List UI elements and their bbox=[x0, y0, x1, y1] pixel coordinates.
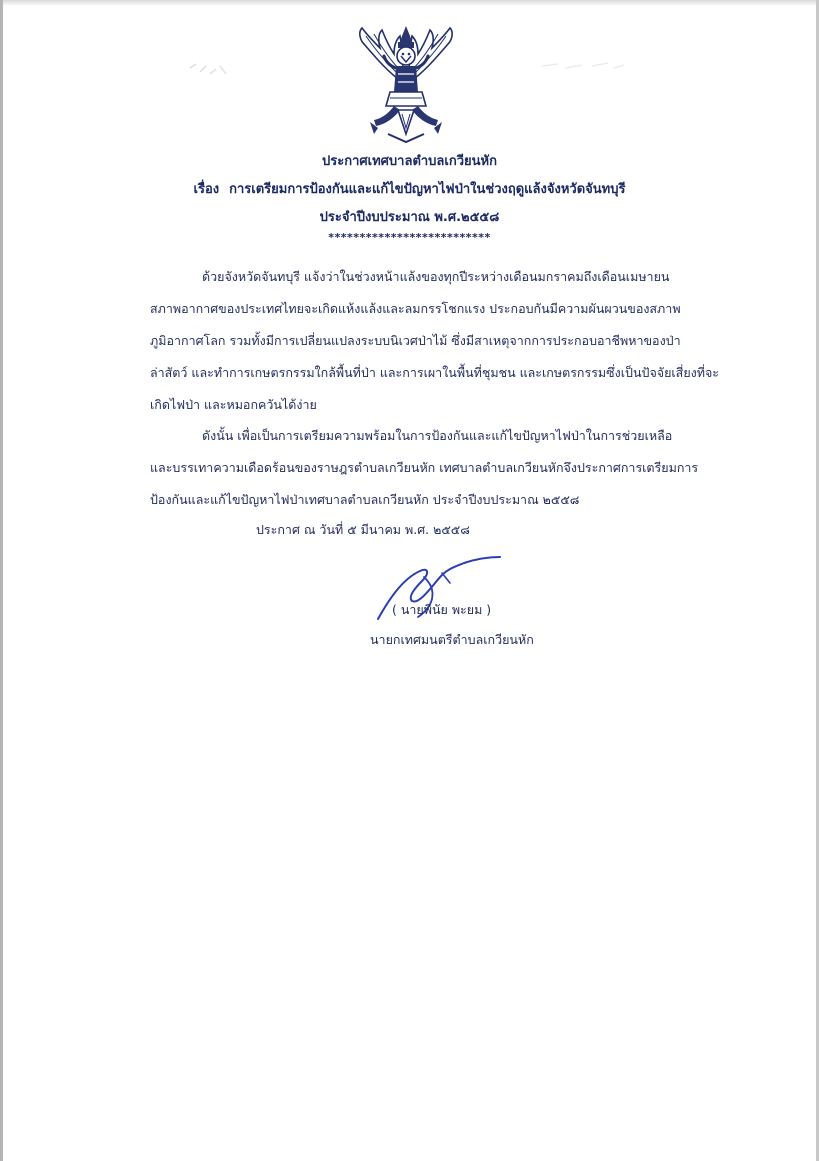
paragraph-1-line-2: สภาพอากาศของประเทศไทยจะเกิดแห้งแล้งและลมกรรโชกแรง ประกอบกันมีความผันผวนของสภาพ bbox=[150, 301, 681, 316]
paragraph-1-line-1: ด้วยจังหวัดจันทบุรี แจ้งว่าในช่วงหน้าแล้งของทุกปีระหว่างเดือนมกราคมถึงเดือนเมษายน bbox=[202, 269, 670, 284]
paragraph-1-line-5: เกิดไฟป่า และหมอกควันได้ง่าย bbox=[150, 397, 317, 412]
signer-title: นายกเทศมนตรีตำบลเกวียนหัก bbox=[370, 632, 534, 647]
fiscal-year: ประจำปีงบประมาณ พ.ศ.๒๕๕๘ bbox=[319, 210, 500, 225]
subject-label: เรื่อง bbox=[193, 182, 220, 197]
paragraph-1 bbox=[150, 261, 720, 421]
paragraph-1-line-4: ล่าสัตว์ และทำการเกษตรกรรมใกล้พื้นที่ป่า และการเผาในพื้นที่ชุมชน และเกษตรกรรมซึ่งเป็นปัจจัยเสี่ยงที่จะ bbox=[150, 365, 720, 380]
scan-edge-top bbox=[0, 0, 819, 6]
paragraph-2-line-3: ป้องกันและแก้ไขปัญหาไฟป่าเทศบาลตำบลเกวียนหัก ประจำปีงบประมาณ ๒๕๕๘ bbox=[150, 492, 580, 507]
announcement-title: ประกาศเทศบาลตำบลเกวียนหัก bbox=[322, 154, 497, 169]
handwritten-signature bbox=[368, 553, 508, 633]
paragraph-2-line-2: และบรรเทาความเดือดร้อนของราษฎรตำบลเกวียนหัก เทศบาลตำบลเกวียนหักจึงประกาศการเตรียมการ bbox=[150, 460, 699, 475]
separator-stars: ************************** bbox=[328, 231, 491, 244]
scan-smudge-right bbox=[538, 56, 628, 76]
subject-text: การเตรียมการป้องกันและแก้ไขปัญหาไฟป่าในช่วงฤดูแล้งจังหวัดจันทบุรี bbox=[229, 182, 626, 197]
announcement-subject bbox=[0, 178, 819, 199]
paragraph-2 bbox=[150, 420, 716, 516]
scan-edge-left bbox=[0, 0, 3, 1161]
scan-smudge-left bbox=[186, 60, 236, 82]
signer-name: ( นายพินัย พะยม ) bbox=[392, 602, 492, 617]
announcement-date: ประกาศ ณ วันที่ ๕ มีนาคม พ.ศ. ๒๕๕๘ bbox=[256, 522, 470, 537]
garuda-emblem-icon bbox=[352, 22, 460, 148]
paragraph-2-line-1: ดังนั้น เพื่อเป็นการเตรียมความพร้อมในการป้องกันและแก้ไขปัญหาไฟป่าในการช่วยเหลือ bbox=[202, 428, 673, 443]
paragraph-1-line-3: ภูมิอากาศโลก รวมทั้งมีการเปลี่ยนแปลงระบบนิเวศป่าไม้ ซึ่งมีสาเหตุจากการประกอบอาชีพหาของป่า bbox=[150, 333, 681, 348]
